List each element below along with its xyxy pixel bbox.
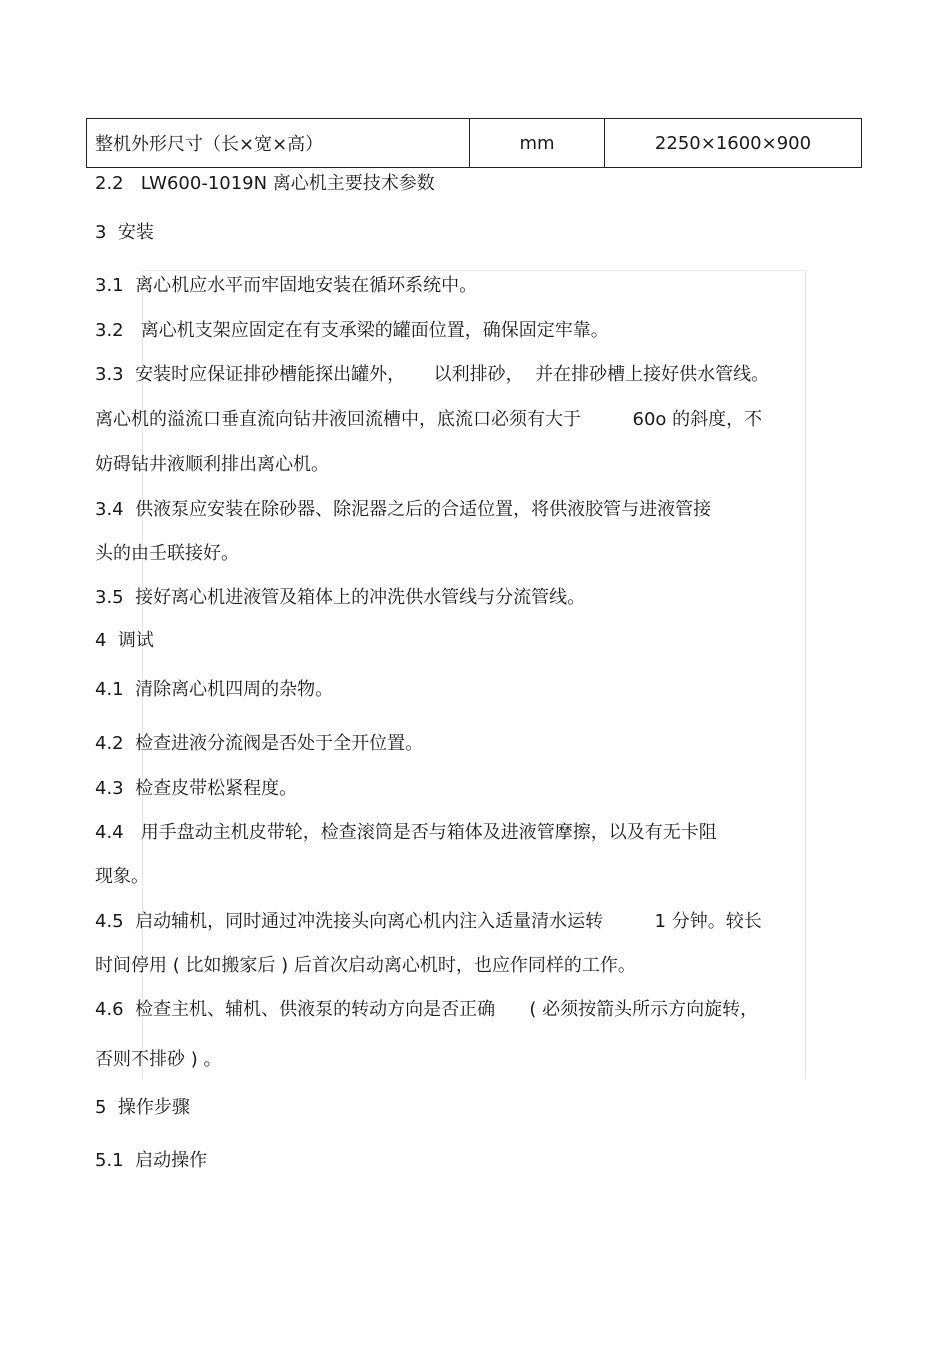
text-line: 妨碍钻井液顺利排出离心机。	[95, 454, 329, 475]
text-line: 离心机的溢流口垂直流向钻井液回流槽中，底流口必须有大于 60o 的斜度，不	[95, 409, 763, 430]
text-line: 5 操作步骤	[95, 1097, 190, 1118]
text-line: 2.2 LW600-1019N 离心机主要技术参数	[95, 173, 435, 194]
spec-table	[86, 118, 862, 168]
text-line: 4.5 启动辅机，同时通过冲洗接头向离心机内注入适量清水运转 1 分钟。较长	[95, 911, 762, 932]
text-line: 5.1 启动操作	[95, 1150, 208, 1171]
text-line: 头的由壬联接好。	[95, 543, 239, 564]
table-cell-unit: mm	[470, 119, 605, 168]
text-line: 时间停用 ( 比如搬家后 ) 后首次启动离心机时，也应作同样的工作。	[95, 955, 636, 976]
text-line: 3.5 接好离心机进液管及箱体上的冲洗供水管线与分流管线。	[95, 587, 586, 608]
text-line: 现象。	[95, 866, 149, 887]
text-line: 4.6 检查主机、辅机、供液泵的转动方向是否正确 ( 必须按箭头所示方向旋转，	[95, 999, 759, 1020]
text-line: 3 安装	[95, 222, 154, 243]
text-line: 否则不排砂 ) 。	[95, 1049, 222, 1070]
text-line: 4.1 清除离心机四周的杂物。	[95, 679, 334, 700]
text-line: 3.3 安装时应保证排砂槽能探出罐外， 以利排砂， 并在排砂槽上接好供水管线。	[95, 364, 770, 385]
text-line: 4.2 检查进液分流阀是否处于全开位置。	[95, 733, 424, 754]
table-cell-label: 整机外形尺寸（长×宽×高）	[87, 119, 470, 168]
text-line: 3.2 离心机支架应固定在有支承梁的罐面位置，确保固定牢靠。	[95, 320, 609, 341]
text-line: 3.4 供液泵应安装在除砂器、除泥器之后的合适位置，将供液胶管与进液管接	[95, 499, 712, 520]
text-line: 4.4 用手盘动主机皮带轮，检查滚筒是否与箱体及进液管摩擦，以及有无卡阻	[95, 822, 717, 843]
text-line: 4.3 检查皮带松紧程度。	[95, 778, 298, 799]
text-line: 4 调试	[95, 630, 154, 651]
text-line: 3.1 离心机应水平而牢固地安装在循环系统中。	[95, 275, 478, 296]
table-cell-value: 2250×1600×900	[605, 119, 862, 168]
table-row	[87, 119, 862, 168]
